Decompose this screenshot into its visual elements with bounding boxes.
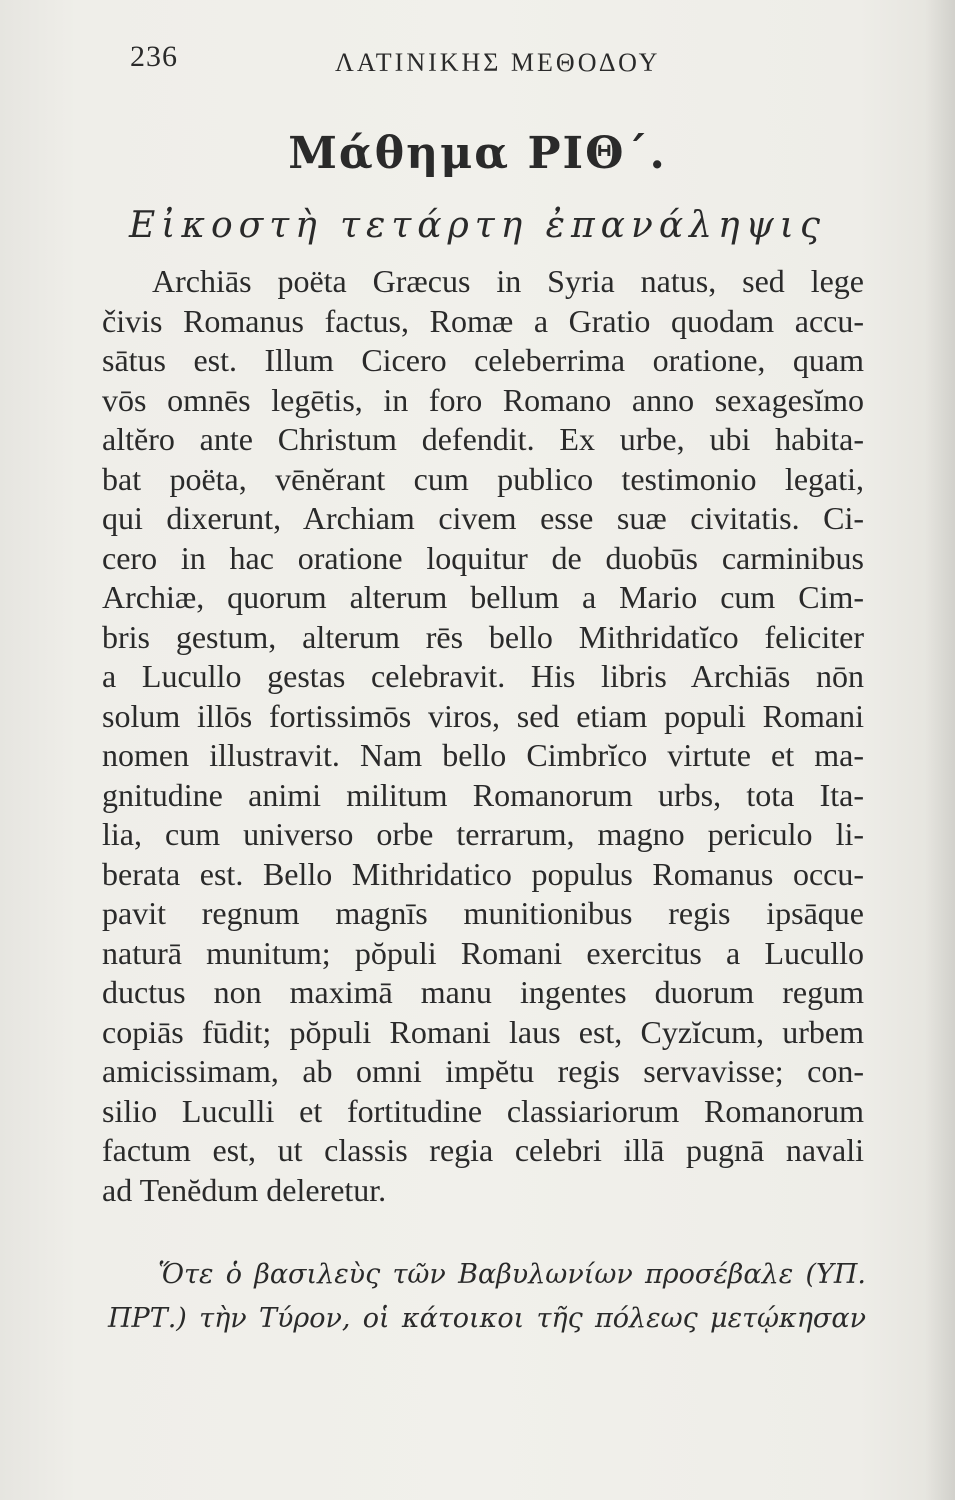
- text-line: copiās fūdit; pŏpuli Romani laus est, Cyzĭcum, urbem: [102, 1013, 864, 1050]
- text-line: pavit regnum magnīs munitionibus regis ipsāque: [102, 895, 864, 931]
- latin-passage: [102, 262, 864, 1210]
- greek-line: ΠΡΤ.) τὴν Τύρον, οἱ κάτοικοι τῆς πόλεως μετῴκησαν: [108, 1303, 866, 1334]
- running-header: [130, 40, 870, 90]
- text-line: bat poëta, vēnĕrant cum publico testimonio legati,: [102, 460, 864, 497]
- text-line: Archiæ, quorum alterum bellum a Mario cum Cim-: [102, 579, 864, 615]
- text-line: cero in hac oratione loquitur de duobūs carminibus: [102, 539, 864, 576]
- text-line: altĕro ante Christum defendit. Ex urbe, ubi habita-: [102, 421, 864, 457]
- text-line: bris gestum, alterum rēs bello Mithridatĭco feliciter: [102, 618, 864, 655]
- section-title: Εἰκοστὴ τετάρτη ἐπανάληψις: [128, 205, 827, 246]
- text-line: gnitudine animi militum Romanorum urbs, tota Ita-: [102, 776, 864, 813]
- text-line: qui dixerunt, Archiam civem esse suæ civitatis. Ci-: [102, 500, 864, 536]
- text-line: silio Luculli et fortitudine classiariorum Romanorum: [102, 1092, 864, 1129]
- text-line: nomen illustravit. Nam bello Cimbrĭco virtute et ma-: [102, 737, 864, 773]
- text-line: sātus est. Illum Cicero celeberrima oratione, quam: [102, 342, 864, 378]
- text-line: solum illōs fortissimōs viros, sed etiam populi Romani: [102, 697, 864, 734]
- lesson-title: Μάθημα ΡΙΘ΄.: [288, 128, 667, 179]
- page-number: 236: [130, 40, 178, 73]
- text-line: čivis Romanus factus, Romæ a Gratio quodam accu-: [102, 302, 864, 339]
- text-line: berata est. Bello Mithridatico populus Romanus occu-: [102, 855, 864, 892]
- greek-line: Ὅτε ὁ βασιλεὺς τῶν Βαβυλωνίων προσέβαλε (ΥΠ.: [158, 1259, 866, 1290]
- text-line: Archiās poëta Græcus in Syria natus, sed lege: [152, 263, 864, 299]
- text-line: ad Tenĕdum deleretur.: [102, 1171, 387, 1208]
- greek-passage: [108, 1253, 866, 1341]
- text-line: a Lucullo gestas celebravit. His libris Archiās nōn: [102, 658, 864, 694]
- text-line: amicissimam, ab omni impĕtu regis servavisse; con-: [102, 1053, 864, 1089]
- text-line: factum est, ut classis regia celebri illā pugnā navali: [102, 1132, 864, 1168]
- text-line: vōs omnēs legētis, in foro Romano anno sexagesĭmo: [102, 381, 864, 418]
- text-line: lia, cum universo orbe terrarum, magno periculo li-: [102, 816, 864, 852]
- running-title: ΛΑΤΙΝΙΚΗΣ ΜΕΘΟΔΟΥ: [335, 48, 661, 77]
- text-line: naturā munitum; pŏpuli Romani exercitus a Lucullo: [102, 934, 864, 971]
- text-line: ductus non maximā manu ingentes duorum regum: [102, 974, 864, 1010]
